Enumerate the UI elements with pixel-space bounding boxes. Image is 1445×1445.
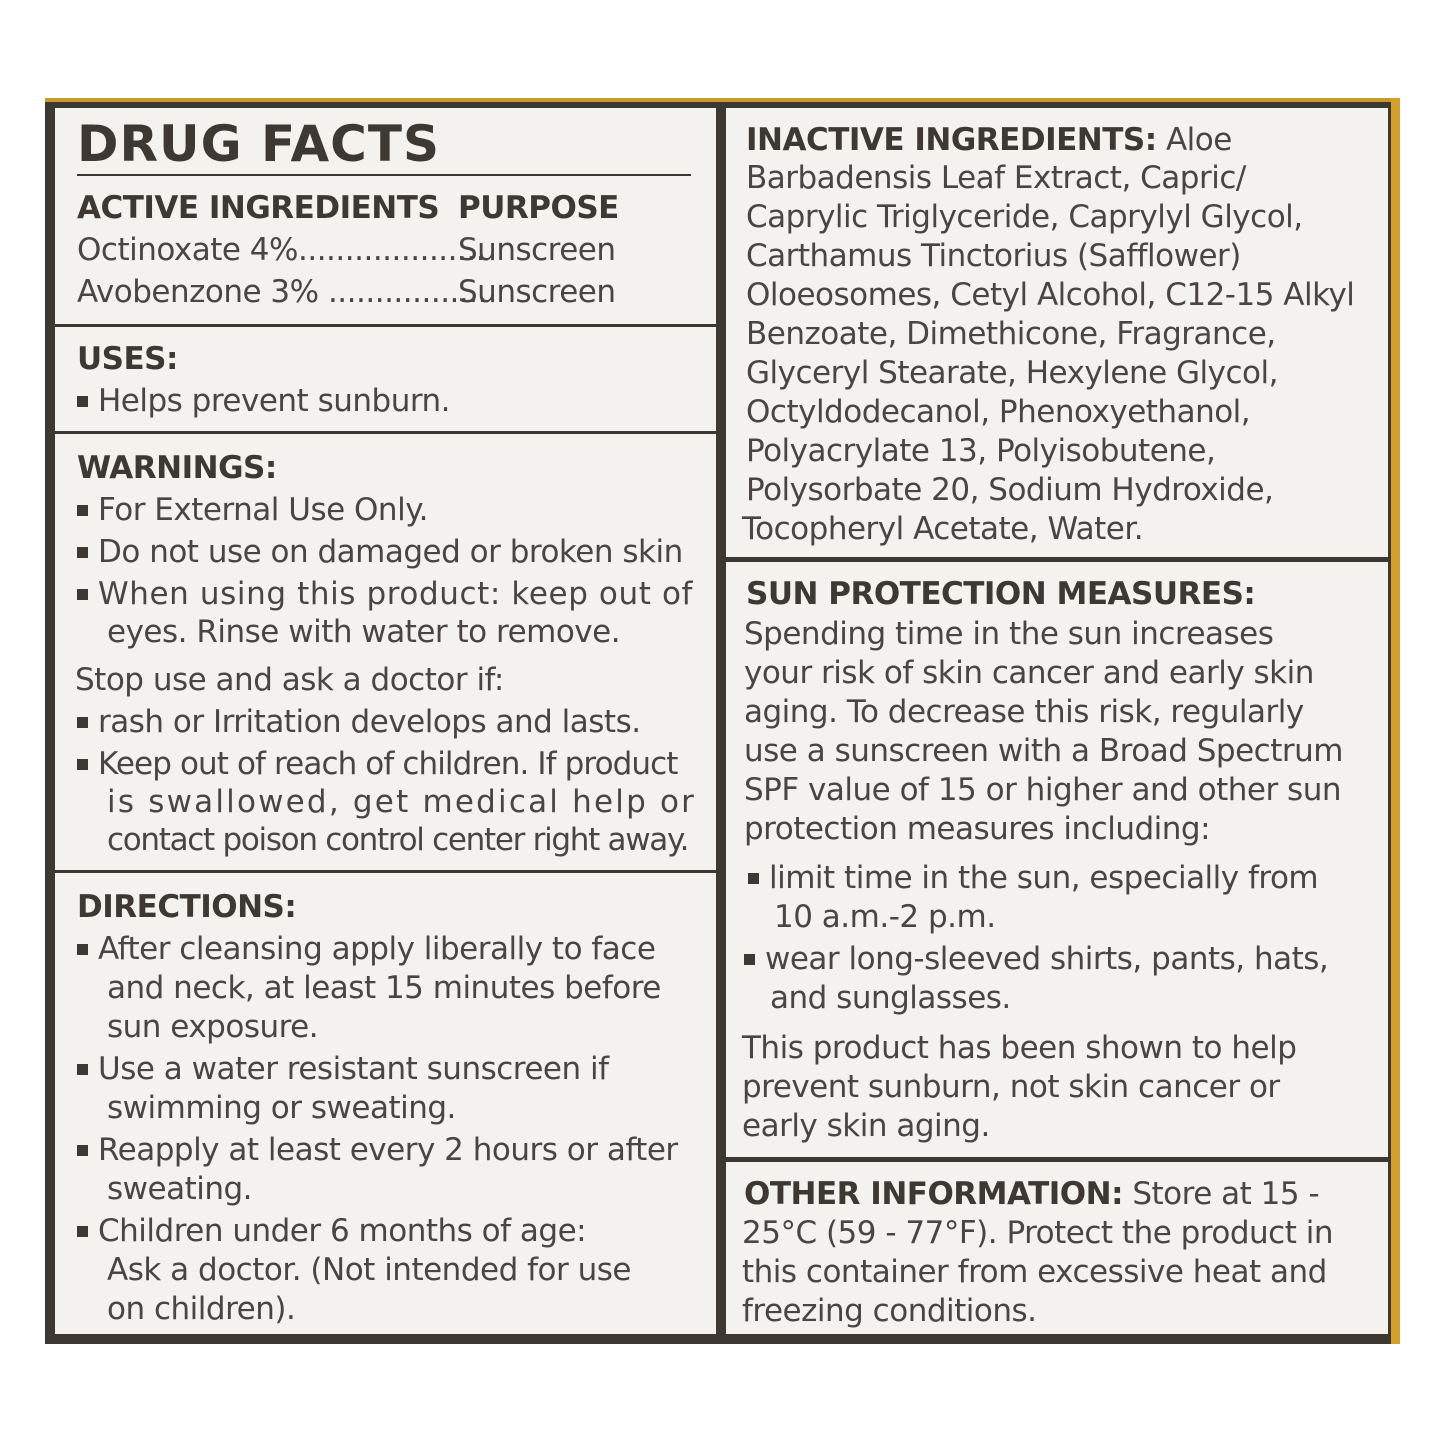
direction-item: Children under 6 months of age: xyxy=(77,1211,586,1251)
active-ingredients-header: ACTIVE INGREDIENTS xyxy=(77,190,440,226)
bullet-square-icon xyxy=(77,759,88,770)
bullet-square-icon xyxy=(77,1226,88,1237)
directions-heading: DIRECTIONS: xyxy=(77,889,297,925)
uses-item: Helps prevent sunburn. xyxy=(77,381,450,421)
other-line: 25°C (59 - 77°F). Protect the product in xyxy=(742,1215,1333,1251)
directions-panel xyxy=(55,873,716,1334)
direction-item: Use a water resistant sunscreen if xyxy=(77,1049,609,1089)
purpose-header: PURPOSE xyxy=(458,190,619,226)
direction-item-cont: Ask a doctor. (Not intended for use xyxy=(107,1252,631,1288)
direction-item-cont: and neck, at least 15 minutes before xyxy=(107,970,661,1006)
inactive-line: Tocopheryl Acetate, Water. xyxy=(742,511,1144,547)
bullet-square-icon xyxy=(77,589,88,600)
inactive-line: Glyceryl Stearate, Hexylene Glycol, xyxy=(746,355,1278,391)
bullet-square-icon xyxy=(77,547,88,558)
direction-item-cont: swimming or sweating. xyxy=(107,1090,456,1126)
inactive-line: Oloeosomes, Cetyl Alcohol, C12-15 Alkyl xyxy=(746,277,1355,313)
inactive-line: Carthamus Tinctorius (Safflower) xyxy=(746,238,1241,274)
inactive-line: Polyacrylate 13, Polyisobutene, xyxy=(746,433,1216,469)
sun-protection-panel xyxy=(726,562,1388,1157)
sun-item: wear long-sleeved shirts, pants, hats, xyxy=(744,939,1328,979)
other-line-1: OTHER INFORMATION: Store at 15 - xyxy=(744,1176,1320,1212)
sun-item-cont: 10 a.m.-2 p.m. xyxy=(774,899,996,935)
stop-use-text: Stop use and ask a doctor if: xyxy=(75,662,504,698)
uses-heading: USES: xyxy=(77,341,178,377)
sun-closing-line: early skin aging. xyxy=(742,1108,990,1144)
sun-intro-line: your risk of skin cancer and early skin xyxy=(744,655,1314,691)
direction-item: After cleansing apply liberally to face xyxy=(77,929,655,969)
bullet-square-icon xyxy=(77,505,88,516)
inactive-line: Benzoate, Dimethicone, Fragrance, xyxy=(746,316,1276,352)
inactive-line: Polysorbate 20, Sodium Hydroxide, xyxy=(746,472,1274,508)
inactive-heading: INACTIVE INGREDIENTS: xyxy=(746,122,1157,158)
active-ingredients-panel xyxy=(55,108,716,324)
bullet-square-icon xyxy=(77,396,88,407)
sun-protection-heading: SUN PROTECTION MEASURES: xyxy=(746,576,1256,612)
sun-item-cont: and sunglasses. xyxy=(770,980,1011,1016)
sun-intro-line: use a sunscreen with a Broad Spectrum xyxy=(744,733,1343,769)
stop-item: Keep out of reach of children. If product xyxy=(77,744,678,784)
stop-item: rash or Irritation develops and lasts. xyxy=(77,702,641,742)
sun-intro-line: protection measures including: xyxy=(744,811,1211,847)
bullet-square-icon xyxy=(77,1064,88,1075)
other-heading: OTHER INFORMATION: xyxy=(744,1176,1123,1212)
title-rule xyxy=(77,174,691,176)
other-line: freezing conditions. xyxy=(742,1293,1037,1329)
sun-intro-line: SPF value of 15 or higher and other sun xyxy=(744,772,1342,808)
warning-item: Do not use on damaged or broken skin xyxy=(77,532,683,572)
inactive-line: Barbadensis Leaf Extract, Capric/ xyxy=(746,160,1246,196)
direction-item-cont: sweating. xyxy=(107,1171,253,1207)
direction-item-cont: on children). xyxy=(107,1291,296,1327)
sun-intro-line: Spending time in the sun increases xyxy=(744,616,1274,652)
bullet-square-icon xyxy=(77,717,88,728)
warning-item: When using this product: keep out of xyxy=(77,574,693,614)
inactive-line: Octyldodecanol, Phenoxyethanol, xyxy=(746,394,1251,430)
warnings-panel xyxy=(55,434,716,870)
inactive-ingredients-panel xyxy=(726,108,1388,557)
inactive-line-1: INACTIVE INGREDIENTS: Aloe xyxy=(746,122,1232,158)
direction-item-cont: sun exposure. xyxy=(107,1009,319,1045)
active-row-2-name: Avobenzone 3% ................. xyxy=(77,274,487,310)
active-row-2-purpose: Sunscreen xyxy=(458,274,616,310)
other-line: this container from excessive heat and xyxy=(742,1254,1327,1290)
stop-item-cont: contact poison control center right away. xyxy=(107,822,689,858)
inactive-line: Caprylic Triglyceride, Caprylyl Glycol, xyxy=(746,199,1303,235)
sun-closing-line: prevent sunburn, not skin cancer or xyxy=(742,1069,1280,1105)
label-right-accent xyxy=(1391,98,1400,1344)
sun-intro-line: aging. To decrease this risk, regularly xyxy=(744,694,1304,730)
drug-facts-title: DRUG FACTS xyxy=(77,115,440,173)
bullet-square-icon xyxy=(77,1145,88,1156)
direction-item: Reapply at least every 2 hours or after xyxy=(77,1130,678,1170)
bullet-square-icon xyxy=(748,873,759,884)
warning-item-cont: eyes. Rinse with water to remove. xyxy=(107,614,621,650)
warning-item: For External Use Only. xyxy=(77,490,428,530)
uses-panel xyxy=(55,327,716,431)
active-row-1-name: Octinoxate 4%.................... xyxy=(77,232,486,268)
warnings-heading: WARNINGS: xyxy=(77,450,277,486)
bullet-square-icon xyxy=(77,944,88,955)
stop-item-cont: is swallowed, get medical help or xyxy=(107,784,697,820)
sun-closing-line: This product has been shown to help xyxy=(742,1030,1297,1066)
active-row-1-purpose: Sunscreen xyxy=(458,232,616,268)
sun-item: limit time in the sun, especially from xyxy=(748,858,1318,898)
bullet-square-icon xyxy=(744,954,755,965)
label-top-accent xyxy=(45,98,1400,102)
other-information-panel xyxy=(726,1162,1388,1334)
